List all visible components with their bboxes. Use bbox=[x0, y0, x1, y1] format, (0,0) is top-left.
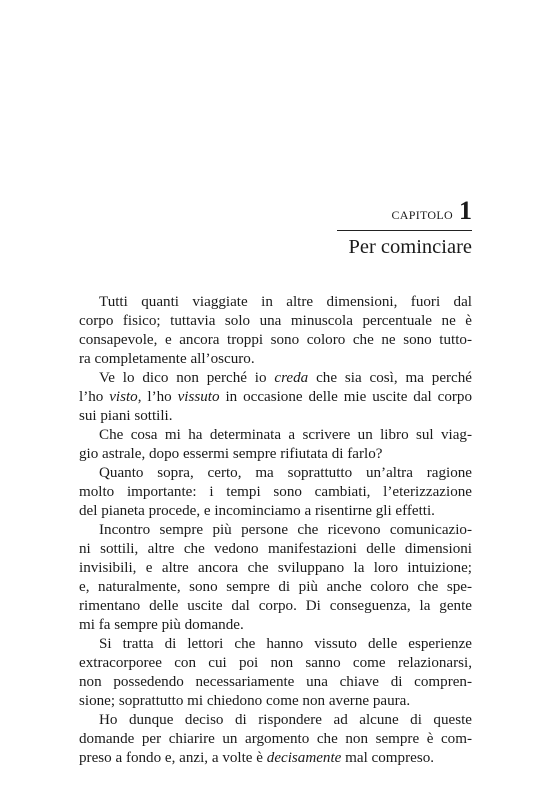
chapter-rule bbox=[337, 230, 472, 231]
chapter-title: Per cominciare bbox=[348, 236, 472, 258]
paragraph bbox=[79, 521, 472, 635]
text-line: ni sottili, altre che vedono manifestazioni delle dimensioni bbox=[79, 541, 472, 557]
text-line: Ve lo dico non perché io creda che sia così, ma perché bbox=[99, 370, 472, 386]
text-line: e, naturalmente, sono sempre di più anche coloro che spe- bbox=[79, 579, 472, 595]
text-line: Ho dunque deciso di rispondere ad alcune di queste bbox=[99, 712, 472, 728]
chapter-number: 1 bbox=[459, 196, 472, 225]
text-line: Si tratta di lettori che hanno vissuto delle esperienze bbox=[99, 636, 472, 652]
italic-emphasis: vissuto bbox=[177, 389, 220, 405]
chapter-label: CAPITOLO bbox=[391, 208, 453, 222]
italic-emphasis: decisamente bbox=[266, 750, 342, 766]
paragraph bbox=[79, 293, 472, 369]
text-line: Incontro sempre più persone che ricevono comunicazio- bbox=[99, 522, 472, 538]
text-line: invisibili, e altre ancora che sviluppano la loro intuizione; bbox=[79, 560, 472, 576]
text-line: mi fa sempre più domande. bbox=[79, 617, 244, 633]
text-line: preso a fondo e, anzi, a volte è decisamente mal compreso. bbox=[79, 750, 435, 766]
text-line: rimentano delle uscite dal corpo. Di conseguenza, la gente bbox=[79, 598, 472, 614]
text-line: gio astrale, dopo essermi sempre rifiutata di farlo? bbox=[79, 446, 383, 462]
text-line: extracorporee con cui poi non sanno come relazionarsi, bbox=[79, 655, 472, 671]
text-line: corpo fisico; tuttavia solo una minuscola percentuale ne è bbox=[79, 313, 472, 329]
text-line: Tutti quanti viaggiate in altre dimensioni, fuori dal bbox=[99, 294, 472, 310]
text-line: del pianeta procede, e incominciamo a risentirne gli effetti. bbox=[79, 503, 435, 519]
body-text bbox=[79, 293, 472, 768]
text-line: molto importante: i tempi sono cambiati, l’eterizzazione bbox=[79, 484, 472, 500]
paragraph bbox=[79, 426, 472, 464]
text-line: ra completamente all’oscuro. bbox=[79, 351, 255, 367]
italic-emphasis: creda bbox=[274, 370, 309, 386]
text-line: consapevole, e ancora troppi sono coloro che ne sono tutto- bbox=[79, 332, 472, 348]
text-line: Quanto sopra, certo, ma soprattutto un’altra ragione bbox=[99, 465, 472, 481]
text-line: domande per chiarire un argomento che non sempre è com- bbox=[79, 731, 472, 747]
text-line: sione; soprattutto mi chiedono come non averne paura. bbox=[79, 693, 411, 709]
text-line: non possedendo necessariamente una chiave di compren- bbox=[79, 674, 472, 690]
paragraph bbox=[79, 464, 472, 521]
paragraph bbox=[79, 635, 472, 711]
text-line: Che cosa mi ha determinata a scrivere un libro sul viag- bbox=[99, 427, 472, 443]
text-line: sui piani sottili. bbox=[79, 408, 173, 424]
italic-emphasis: visto bbox=[109, 389, 138, 405]
paragraph bbox=[79, 711, 472, 768]
text-line: l’ho visto, l’ho vissuto in occasione delle mie uscite dal corpo bbox=[79, 389, 473, 405]
paragraph bbox=[79, 369, 472, 426]
chapter-heading bbox=[337, 196, 472, 226]
